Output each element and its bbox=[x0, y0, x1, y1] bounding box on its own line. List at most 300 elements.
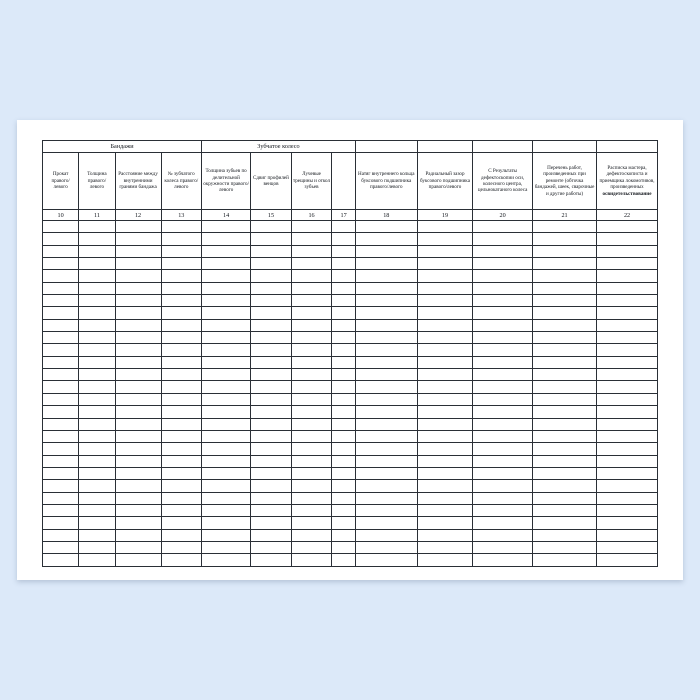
table-cell[interactable] bbox=[79, 529, 115, 541]
table-cell[interactable] bbox=[473, 369, 533, 381]
table-cell[interactable] bbox=[473, 430, 533, 442]
table-cell[interactable] bbox=[291, 319, 332, 331]
table-cell[interactable] bbox=[417, 430, 473, 442]
table-cell[interactable] bbox=[473, 504, 533, 516]
table-row[interactable] bbox=[43, 295, 658, 307]
table-cell[interactable] bbox=[417, 233, 473, 245]
table-cell[interactable] bbox=[79, 282, 115, 294]
table-cell[interactable] bbox=[533, 492, 597, 504]
table-row[interactable] bbox=[43, 406, 658, 418]
table-cell[interactable] bbox=[473, 332, 533, 344]
table-cell[interactable] bbox=[332, 455, 356, 467]
table-cell[interactable] bbox=[417, 554, 473, 566]
table-cell[interactable] bbox=[597, 282, 658, 294]
table-cell[interactable] bbox=[43, 332, 79, 344]
table-cell[interactable] bbox=[473, 381, 533, 393]
table-cell[interactable] bbox=[291, 221, 332, 233]
table-cell[interactable] bbox=[355, 319, 417, 331]
table-row[interactable] bbox=[43, 319, 658, 331]
table-cell[interactable] bbox=[473, 418, 533, 430]
table-cell[interactable] bbox=[202, 221, 251, 233]
table-cell[interactable] bbox=[202, 282, 251, 294]
table-cell[interactable] bbox=[533, 517, 597, 529]
table-cell[interactable] bbox=[533, 258, 597, 270]
table-cell[interactable] bbox=[43, 393, 79, 405]
table-cell[interactable] bbox=[291, 332, 332, 344]
table-cell[interactable] bbox=[597, 258, 658, 270]
table-cell[interactable] bbox=[115, 381, 161, 393]
table-cell[interactable] bbox=[202, 529, 251, 541]
table-cell[interactable] bbox=[251, 480, 292, 492]
table-cell[interactable] bbox=[43, 245, 79, 257]
table-cell[interactable] bbox=[597, 541, 658, 553]
table-cell[interactable] bbox=[251, 258, 292, 270]
table-cell[interactable] bbox=[251, 282, 292, 294]
table-cell[interactable] bbox=[43, 443, 79, 455]
table-row[interactable] bbox=[43, 455, 658, 467]
table-cell[interactable] bbox=[79, 221, 115, 233]
table-cell[interactable] bbox=[597, 307, 658, 319]
table-cell[interactable] bbox=[79, 467, 115, 479]
table-cell[interactable] bbox=[251, 541, 292, 553]
table-cell[interactable] bbox=[332, 393, 356, 405]
table-cell[interactable] bbox=[473, 467, 533, 479]
table-cell[interactable] bbox=[202, 356, 251, 368]
table-row[interactable] bbox=[43, 381, 658, 393]
table-cell[interactable] bbox=[332, 245, 356, 257]
table-row[interactable] bbox=[43, 393, 658, 405]
table-cell[interactable] bbox=[597, 319, 658, 331]
table-cell[interactable] bbox=[251, 418, 292, 430]
table-cell[interactable] bbox=[332, 504, 356, 516]
table-cell[interactable] bbox=[115, 245, 161, 257]
table-cell[interactable] bbox=[291, 233, 332, 245]
table-cell[interactable] bbox=[332, 443, 356, 455]
table-cell[interactable] bbox=[355, 430, 417, 442]
table-row[interactable] bbox=[43, 344, 658, 356]
table-cell[interactable] bbox=[533, 430, 597, 442]
table-cell[interactable] bbox=[332, 467, 356, 479]
table-cell[interactable] bbox=[202, 258, 251, 270]
table-cell[interactable] bbox=[161, 480, 202, 492]
table-cell[interactable] bbox=[202, 517, 251, 529]
table-cell[interactable] bbox=[251, 517, 292, 529]
table-cell[interactable] bbox=[332, 480, 356, 492]
table-cell[interactable] bbox=[115, 492, 161, 504]
table-cell[interactable] bbox=[291, 480, 332, 492]
table-cell[interactable] bbox=[355, 233, 417, 245]
table-cell[interactable] bbox=[597, 455, 658, 467]
table-row[interactable] bbox=[43, 430, 658, 442]
table-cell[interactable] bbox=[533, 467, 597, 479]
table-row[interactable] bbox=[43, 332, 658, 344]
table-cell[interactable] bbox=[79, 517, 115, 529]
table-cell[interactable] bbox=[251, 406, 292, 418]
table-cell[interactable] bbox=[533, 369, 597, 381]
table-cell[interactable] bbox=[115, 406, 161, 418]
table-cell[interactable] bbox=[533, 480, 597, 492]
table-cell[interactable] bbox=[417, 504, 473, 516]
table-cell[interactable] bbox=[355, 467, 417, 479]
table-cell[interactable] bbox=[473, 282, 533, 294]
table-cell[interactable] bbox=[291, 554, 332, 566]
table-cell[interactable] bbox=[417, 270, 473, 282]
table-cell[interactable] bbox=[251, 270, 292, 282]
table-cell[interactable] bbox=[291, 381, 332, 393]
table-cell[interactable] bbox=[332, 541, 356, 553]
table-cell[interactable] bbox=[291, 492, 332, 504]
table-row[interactable] bbox=[43, 307, 658, 319]
table-cell[interactable] bbox=[161, 541, 202, 553]
table-cell[interactable] bbox=[202, 381, 251, 393]
table-cell[interactable] bbox=[251, 529, 292, 541]
table-cell[interactable] bbox=[355, 307, 417, 319]
table-cell[interactable] bbox=[251, 332, 292, 344]
table-cell[interactable] bbox=[355, 245, 417, 257]
table-cell[interactable] bbox=[291, 517, 332, 529]
table-cell[interactable] bbox=[79, 295, 115, 307]
table-cell[interactable] bbox=[473, 393, 533, 405]
table-cell[interactable] bbox=[161, 467, 202, 479]
table-cell[interactable] bbox=[161, 307, 202, 319]
table-cell[interactable] bbox=[473, 517, 533, 529]
table-cell[interactable] bbox=[115, 541, 161, 553]
table-cell[interactable] bbox=[115, 332, 161, 344]
table-cell[interactable] bbox=[161, 406, 202, 418]
table-cell[interactable] bbox=[355, 258, 417, 270]
table-cell[interactable] bbox=[597, 418, 658, 430]
table-cell[interactable] bbox=[79, 418, 115, 430]
table-cell[interactable] bbox=[533, 541, 597, 553]
table-cell[interactable] bbox=[597, 344, 658, 356]
table-cell[interactable] bbox=[355, 480, 417, 492]
table-cell[interactable] bbox=[161, 258, 202, 270]
table-cell[interactable] bbox=[533, 245, 597, 257]
table-cell[interactable] bbox=[473, 270, 533, 282]
table-cell[interactable] bbox=[161, 393, 202, 405]
table-cell[interactable] bbox=[533, 332, 597, 344]
table-row[interactable] bbox=[43, 233, 658, 245]
table-row[interactable] bbox=[43, 504, 658, 516]
table-cell[interactable] bbox=[251, 245, 292, 257]
table-cell[interactable] bbox=[115, 430, 161, 442]
table-cell[interactable] bbox=[473, 258, 533, 270]
table-cell[interactable] bbox=[251, 393, 292, 405]
table-cell[interactable] bbox=[115, 233, 161, 245]
table-cell[interactable] bbox=[533, 344, 597, 356]
table-cell[interactable] bbox=[291, 467, 332, 479]
table-cell[interactable] bbox=[251, 443, 292, 455]
table-row[interactable] bbox=[43, 356, 658, 368]
table-cell[interactable] bbox=[79, 356, 115, 368]
table-cell[interactable] bbox=[355, 332, 417, 344]
table-cell[interactable] bbox=[355, 418, 417, 430]
table-cell[interactable] bbox=[43, 233, 79, 245]
table-cell[interactable] bbox=[355, 492, 417, 504]
table-cell[interactable] bbox=[355, 406, 417, 418]
table-cell[interactable] bbox=[79, 245, 115, 257]
table-cell[interactable] bbox=[115, 418, 161, 430]
table-cell[interactable] bbox=[115, 356, 161, 368]
table-cell[interactable] bbox=[115, 258, 161, 270]
table-cell[interactable] bbox=[115, 369, 161, 381]
table-cell[interactable] bbox=[291, 529, 332, 541]
table-cell[interactable] bbox=[597, 554, 658, 566]
table-cell[interactable] bbox=[202, 406, 251, 418]
table-cell[interactable] bbox=[332, 381, 356, 393]
table-cell[interactable] bbox=[161, 430, 202, 442]
table-cell[interactable] bbox=[533, 233, 597, 245]
table-cell[interactable] bbox=[417, 517, 473, 529]
table-cell[interactable] bbox=[115, 504, 161, 516]
table-row[interactable] bbox=[43, 270, 658, 282]
table-cell[interactable] bbox=[202, 295, 251, 307]
table-cell[interactable] bbox=[161, 332, 202, 344]
table-cell[interactable] bbox=[533, 356, 597, 368]
table-cell[interactable] bbox=[291, 504, 332, 516]
table-cell[interactable] bbox=[43, 406, 79, 418]
table-cell[interactable] bbox=[251, 492, 292, 504]
table-cell[interactable] bbox=[473, 221, 533, 233]
table-cell[interactable] bbox=[417, 443, 473, 455]
table-cell[interactable] bbox=[161, 282, 202, 294]
table-cell[interactable] bbox=[533, 554, 597, 566]
table-cell[interactable] bbox=[597, 221, 658, 233]
table-cell[interactable] bbox=[473, 233, 533, 245]
table-cell[interactable] bbox=[115, 270, 161, 282]
table-cell[interactable] bbox=[417, 307, 473, 319]
table-cell[interactable] bbox=[417, 541, 473, 553]
table-cell[interactable] bbox=[417, 356, 473, 368]
table-cell[interactable] bbox=[79, 393, 115, 405]
table-cell[interactable] bbox=[597, 430, 658, 442]
table-cell[interactable] bbox=[332, 418, 356, 430]
table-cell[interactable] bbox=[161, 517, 202, 529]
table-cell[interactable] bbox=[291, 455, 332, 467]
table-cell[interactable] bbox=[291, 369, 332, 381]
table-cell[interactable] bbox=[473, 541, 533, 553]
table-cell[interactable] bbox=[291, 282, 332, 294]
table-row[interactable] bbox=[43, 467, 658, 479]
table-cell[interactable] bbox=[533, 295, 597, 307]
table-cell[interactable] bbox=[291, 406, 332, 418]
table-cell[interactable] bbox=[332, 369, 356, 381]
table-cell[interactable] bbox=[251, 295, 292, 307]
table-cell[interactable] bbox=[332, 406, 356, 418]
table-cell[interactable] bbox=[161, 554, 202, 566]
table-cell[interactable] bbox=[533, 221, 597, 233]
table-cell[interactable] bbox=[115, 480, 161, 492]
table-cell[interactable] bbox=[417, 221, 473, 233]
table-cell[interactable] bbox=[43, 517, 79, 529]
table-cell[interactable] bbox=[291, 307, 332, 319]
table-cell[interactable] bbox=[161, 529, 202, 541]
table-cell[interactable] bbox=[355, 282, 417, 294]
table-row[interactable] bbox=[43, 492, 658, 504]
table-cell[interactable] bbox=[355, 443, 417, 455]
table-cell[interactable] bbox=[417, 245, 473, 257]
table-cell[interactable] bbox=[417, 480, 473, 492]
table-cell[interactable] bbox=[79, 430, 115, 442]
table-cell[interactable] bbox=[355, 541, 417, 553]
table-cell[interactable] bbox=[417, 369, 473, 381]
table-cell[interactable] bbox=[43, 480, 79, 492]
table-cell[interactable] bbox=[417, 332, 473, 344]
table-row[interactable] bbox=[43, 554, 658, 566]
table-cell[interactable] bbox=[473, 356, 533, 368]
table-cell[interactable] bbox=[332, 356, 356, 368]
table-cell[interactable] bbox=[533, 418, 597, 430]
table-cell[interactable] bbox=[79, 480, 115, 492]
table-cell[interactable] bbox=[355, 393, 417, 405]
table-cell[interactable] bbox=[417, 529, 473, 541]
table-cell[interactable] bbox=[332, 221, 356, 233]
table-cell[interactable] bbox=[251, 504, 292, 516]
table-cell[interactable] bbox=[115, 393, 161, 405]
table-cell[interactable] bbox=[251, 467, 292, 479]
table-cell[interactable] bbox=[533, 455, 597, 467]
table-cell[interactable] bbox=[417, 381, 473, 393]
table-cell[interactable] bbox=[161, 221, 202, 233]
table-cell[interactable] bbox=[291, 541, 332, 553]
table-cell[interactable] bbox=[115, 517, 161, 529]
table-cell[interactable] bbox=[115, 282, 161, 294]
table-cell[interactable] bbox=[355, 554, 417, 566]
table-cell[interactable] bbox=[251, 369, 292, 381]
table-cell[interactable] bbox=[597, 295, 658, 307]
table-cell[interactable] bbox=[597, 529, 658, 541]
table-cell[interactable] bbox=[355, 517, 417, 529]
table-cell[interactable] bbox=[355, 504, 417, 516]
table-cell[interactable] bbox=[79, 381, 115, 393]
table-cell[interactable] bbox=[597, 381, 658, 393]
table-cell[interactable] bbox=[291, 443, 332, 455]
table-cell[interactable] bbox=[332, 492, 356, 504]
table-cell[interactable] bbox=[291, 356, 332, 368]
table-cell[interactable] bbox=[43, 430, 79, 442]
table-cell[interactable] bbox=[533, 529, 597, 541]
table-cell[interactable] bbox=[202, 393, 251, 405]
table-cell[interactable] bbox=[202, 430, 251, 442]
table-cell[interactable] bbox=[43, 504, 79, 516]
table-cell[interactable] bbox=[417, 295, 473, 307]
table-cell[interactable] bbox=[417, 455, 473, 467]
table-cell[interactable] bbox=[79, 455, 115, 467]
table-cell[interactable] bbox=[202, 307, 251, 319]
table-cell[interactable] bbox=[161, 455, 202, 467]
table-cell[interactable] bbox=[202, 455, 251, 467]
table-cell[interactable] bbox=[355, 369, 417, 381]
table-cell[interactable] bbox=[355, 344, 417, 356]
table-cell[interactable] bbox=[473, 307, 533, 319]
table-cell[interactable] bbox=[533, 270, 597, 282]
table-cell[interactable] bbox=[597, 467, 658, 479]
table-cell[interactable] bbox=[79, 233, 115, 245]
table-cell[interactable] bbox=[417, 258, 473, 270]
table-cell[interactable] bbox=[43, 258, 79, 270]
table-cell[interactable] bbox=[251, 307, 292, 319]
table-cell[interactable] bbox=[161, 295, 202, 307]
table-cell[interactable] bbox=[291, 418, 332, 430]
table-cell[interactable] bbox=[161, 319, 202, 331]
table-cell[interactable] bbox=[251, 554, 292, 566]
table-cell[interactable] bbox=[332, 554, 356, 566]
table-cell[interactable] bbox=[291, 430, 332, 442]
table-cell[interactable] bbox=[79, 258, 115, 270]
table-cell[interactable] bbox=[79, 492, 115, 504]
table-cell[interactable] bbox=[597, 356, 658, 368]
table-cell[interactable] bbox=[202, 418, 251, 430]
table-cell[interactable] bbox=[43, 307, 79, 319]
table-cell[interactable] bbox=[417, 282, 473, 294]
table-cell[interactable] bbox=[332, 517, 356, 529]
table-cell[interactable] bbox=[161, 270, 202, 282]
table-cell[interactable] bbox=[473, 492, 533, 504]
table-cell[interactable] bbox=[115, 455, 161, 467]
table-cell[interactable] bbox=[597, 369, 658, 381]
table-cell[interactable] bbox=[115, 221, 161, 233]
table-cell[interactable] bbox=[355, 455, 417, 467]
table-cell[interactable] bbox=[597, 332, 658, 344]
table-cell[interactable] bbox=[202, 554, 251, 566]
table-cell[interactable] bbox=[115, 443, 161, 455]
table-cell[interactable] bbox=[161, 344, 202, 356]
table-cell[interactable] bbox=[597, 270, 658, 282]
table-row[interactable] bbox=[43, 221, 658, 233]
table-cell[interactable] bbox=[79, 541, 115, 553]
table-cell[interactable] bbox=[115, 344, 161, 356]
table-cell[interactable] bbox=[533, 406, 597, 418]
table-cell[interactable] bbox=[291, 393, 332, 405]
table-cell[interactable] bbox=[115, 307, 161, 319]
table-cell[interactable] bbox=[597, 443, 658, 455]
table-cell[interactable] bbox=[79, 406, 115, 418]
table-cell[interactable] bbox=[43, 492, 79, 504]
table-cell[interactable] bbox=[291, 344, 332, 356]
table-cell[interactable] bbox=[202, 344, 251, 356]
table-cell[interactable] bbox=[597, 245, 658, 257]
table-cell[interactable] bbox=[332, 295, 356, 307]
table-cell[interactable] bbox=[161, 418, 202, 430]
table-cell[interactable] bbox=[251, 319, 292, 331]
table-cell[interactable] bbox=[251, 455, 292, 467]
table-cell[interactable] bbox=[332, 307, 356, 319]
table-cell[interactable] bbox=[597, 480, 658, 492]
table-cell[interactable] bbox=[43, 554, 79, 566]
table-cell[interactable] bbox=[533, 504, 597, 516]
table-cell[interactable] bbox=[79, 332, 115, 344]
table-cell[interactable] bbox=[161, 369, 202, 381]
table-row[interactable] bbox=[43, 282, 658, 294]
table-cell[interactable] bbox=[161, 356, 202, 368]
table-cell[interactable] bbox=[115, 529, 161, 541]
table-cell[interactable] bbox=[115, 467, 161, 479]
table-cell[interactable] bbox=[202, 504, 251, 516]
table-cell[interactable] bbox=[79, 443, 115, 455]
table-cell[interactable] bbox=[43, 418, 79, 430]
table-cell[interactable] bbox=[79, 369, 115, 381]
table-cell[interactable] bbox=[355, 221, 417, 233]
table-cell[interactable] bbox=[43, 369, 79, 381]
table-cell[interactable] bbox=[161, 245, 202, 257]
table-cell[interactable] bbox=[43, 381, 79, 393]
table-cell[interactable] bbox=[417, 492, 473, 504]
table-cell[interactable] bbox=[533, 443, 597, 455]
table-cell[interactable] bbox=[251, 221, 292, 233]
table-row[interactable] bbox=[43, 517, 658, 529]
table-cell[interactable] bbox=[251, 430, 292, 442]
table-cell[interactable] bbox=[533, 393, 597, 405]
